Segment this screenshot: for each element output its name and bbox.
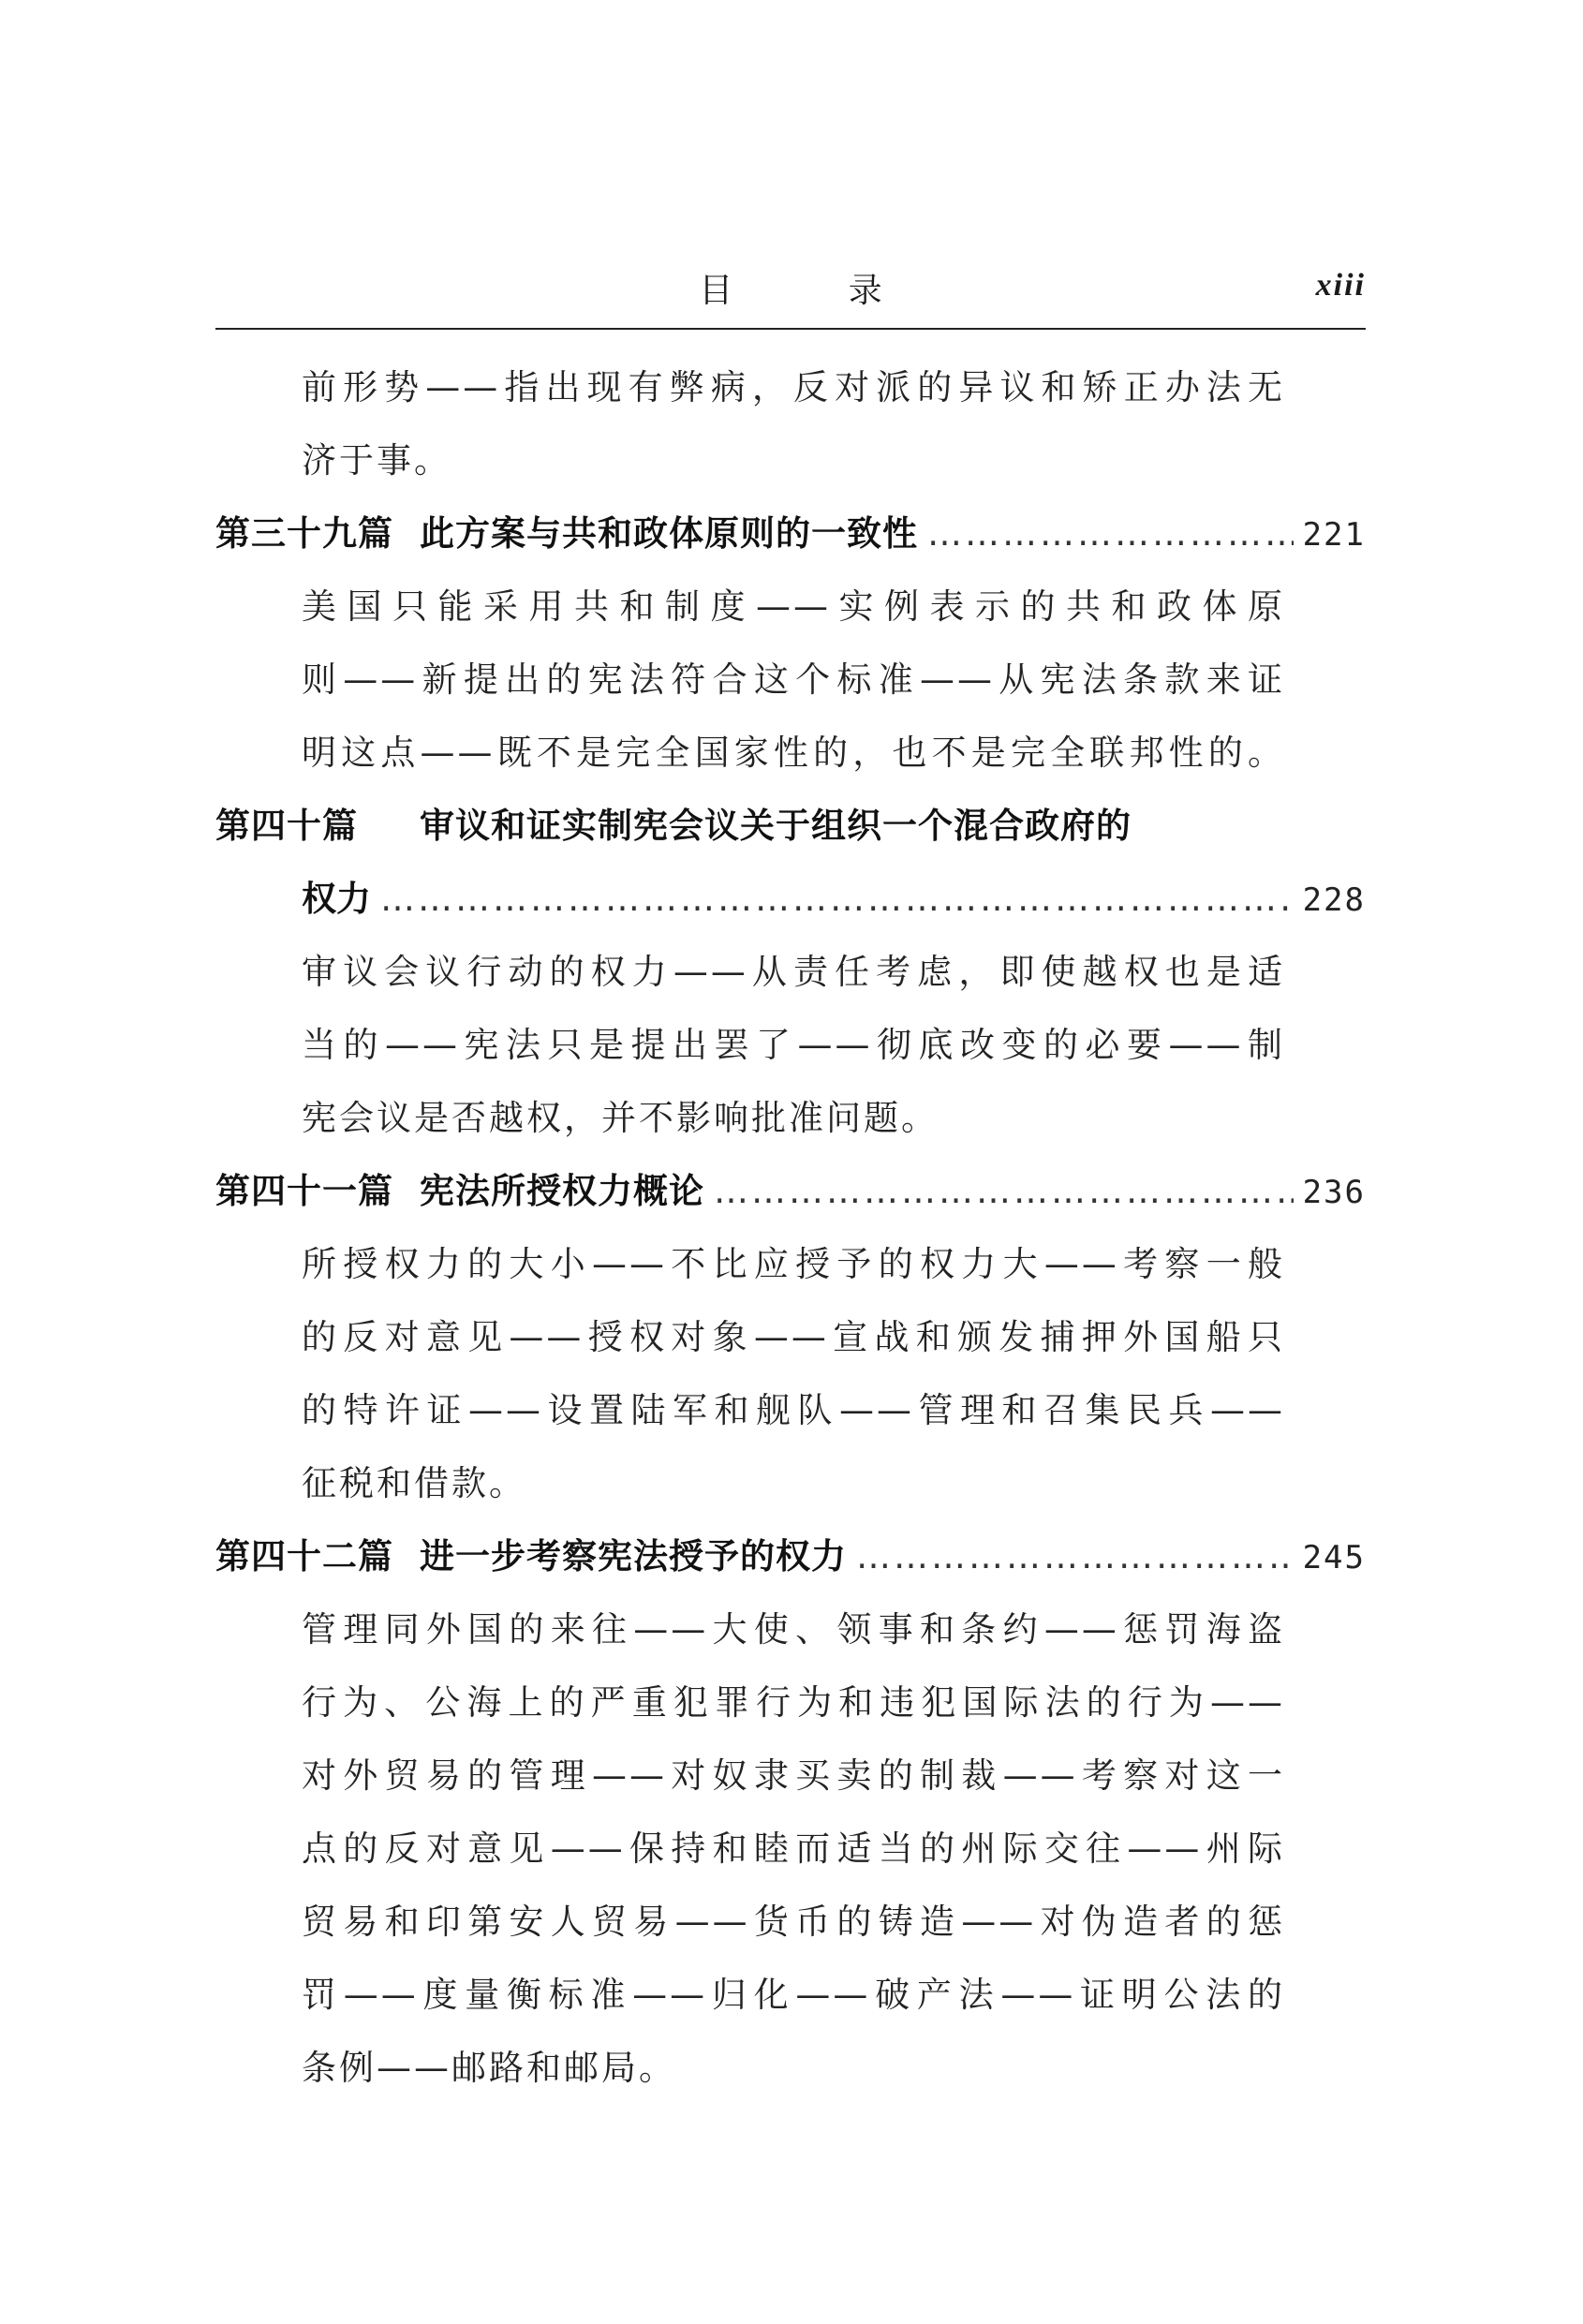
chapter-number: 第三十九篇	[215, 513, 393, 554]
toc-desc-line: 的反对意见——授权对象——宣战和颁发捕押外国船只	[302, 1317, 1285, 1357]
chapter-title: 宪法所授权力概论	[420, 1171, 704, 1211]
toc-desc-line: 罚——度量衡标准——归化——破产法——证明公法的	[302, 1975, 1285, 2015]
toc-desc-line: 所授权力的大小——不比应授予的权力大——考察一般	[302, 1244, 1285, 1284]
chapter-title: 进一步考察宪法授予的权力	[420, 1536, 847, 1576]
leader-dots	[380, 863, 1294, 936]
toc-desc-line: 条例——邮路和邮局。	[302, 2048, 676, 2088]
toc-desc-line: 济于事。	[302, 440, 451, 481]
chapter-page: 228	[1302, 881, 1366, 919]
toc-desc-line: 点的反对意见——保持和睦而适当的州际交往——州际	[302, 1828, 1285, 1869]
toc-entry-40[interactable]	[215, 790, 1366, 863]
toc-desc-line: 行为、公海上的严重犯罪行为和违犯国际法的行为——	[302, 1682, 1285, 1723]
chapter-title: 此方案与共和政体原则的一致性	[420, 513, 918, 554]
chapter-title-continued: 权力	[302, 879, 371, 919]
table-of-contents	[215, 351, 1366, 2105]
chapter-title: 审议和证实制宪会议关于组织一个混合政府的	[420, 806, 1132, 846]
toc-desc-line: 美国只能采用共和制度——实例表示的共和政体原	[302, 586, 1285, 627]
chapter-number: 第四十二篇	[215, 1536, 393, 1576]
page-number: xiii	[1315, 268, 1366, 303]
chapter-page: 236	[1302, 1174, 1366, 1211]
toc-desc-line: 管理同外国的来往——大使、领事和条约——惩罚海盗	[302, 1609, 1285, 1650]
toc-desc-line: 前形势——指出现有弊病，反对派的异议和矫正办法无	[302, 367, 1285, 407]
chapter-number: 第四十一篇	[215, 1171, 393, 1211]
toc-desc-line: 贸易和印第安人贸易——货币的铸造——对伪造者的惩	[302, 1902, 1285, 1942]
toc-desc-line: 则——新提出的宪法符合这个标准——从宪法条款来证	[302, 659, 1285, 700]
leader-dots	[856, 1520, 1294, 1593]
toc-desc-line: 征税和借款。	[302, 1463, 526, 1503]
toc-desc-line: 当的——宪法只是提出罢了——彻底改变的必要——制	[302, 1025, 1285, 1065]
toc-desc-line: 审议会议行动的权力——从责任考虑，即使越权也是适	[302, 952, 1285, 992]
chapter-number: 第四十篇	[215, 806, 358, 846]
toc-entry-42[interactable]	[215, 1520, 1366, 1593]
leader-dots	[927, 497, 1294, 570]
running-header	[215, 253, 1366, 330]
leader-dots	[714, 1155, 1294, 1228]
toc-desc-line: 对外贸易的管理——对奴隶买卖的制裁——考察对这一	[302, 1755, 1285, 1796]
toc-desc-line: 的特许证——设置陆军和舰队——管理和召集民兵——	[302, 1390, 1285, 1430]
toc-desc-line: 宪会议是否越权，并不影响批准问题。	[302, 1098, 939, 1138]
toc-entry-41[interactable]	[215, 1155, 1366, 1228]
toc-entry-40-cont[interactable]	[215, 863, 1366, 936]
chapter-page: 221	[1302, 516, 1366, 554]
toc-entry-39[interactable]	[215, 497, 1366, 570]
header-title: 目 录	[699, 272, 935, 310]
toc-desc-line: 明这点——既不是完全国家性的，也不是完全联邦性的。	[302, 733, 1285, 773]
chapter-page: 245	[1302, 1539, 1366, 1576]
